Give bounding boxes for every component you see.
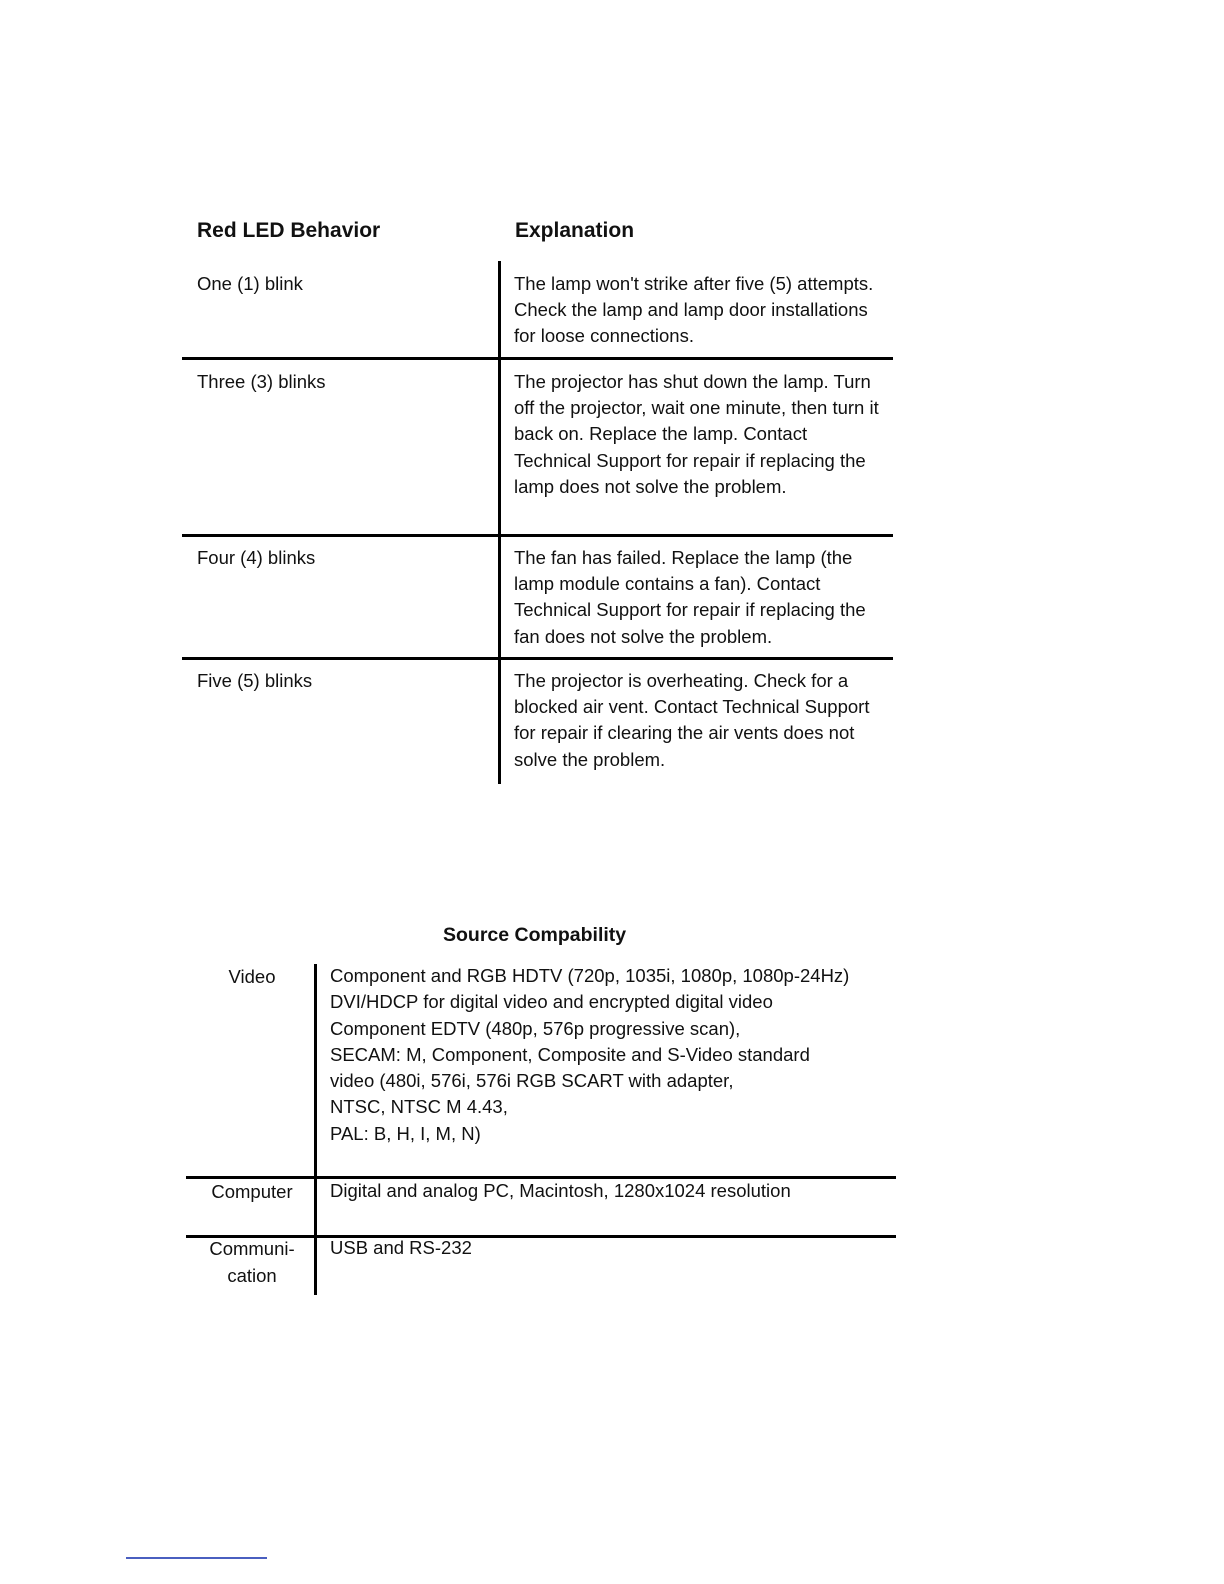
led-behavior-header: Red LED Behavior [197, 219, 381, 242]
led-row-1-behavior: One (1) blink [197, 273, 303, 294]
source-table-column-divider [314, 964, 317, 1295]
source-table-title: Source Compability [443, 924, 627, 946]
led-row-3-behavior: Four (4) blinks [197, 547, 316, 568]
source-row-video-label: Video [228, 966, 276, 987]
source-row-computer-label: Computer [211, 1181, 293, 1202]
source-row-video-values [330, 963, 900, 1147]
led-row-2-behavior: Three (3) blinks [197, 371, 326, 392]
led-row-divider [182, 534, 893, 537]
led-row-2-explanation: The projector has shut down the lamp. Turn off the projector, wait one minute, then turn it back on. Replace the lamp. Contact Technical Support for repair if replacing the lamp does not solve the problem. [514, 371, 879, 497]
source-row-computer-values [330, 1178, 900, 1204]
led-table-column-divider [498, 261, 501, 784]
source-video-line: Component EDTV (480p, 576p progressive scan), [330, 1017, 741, 1039]
source-video-line: SECAM: M, Component, Composite and S-Video standard [330, 1043, 810, 1065]
led-row-4-explanation: The projector is overheating. Check for a blocked air vent. Contact Technical Support for repair if clearing the air vents does not solve the problem. [514, 670, 870, 770]
source-video-line: DVI/HDCP for digital video and encrypted digital video [330, 991, 773, 1013]
led-row-3-explanation: The fan has failed. Replace the lamp (the lamp module contains a fan). Contact Technical Support for repair if replacing the fan does not solve the problem. [514, 547, 866, 647]
source-row-communication-values [330, 1235, 900, 1261]
footer-rule [126, 1557, 267, 1559]
led-row-divider [182, 357, 893, 360]
source-video-line: video (480i, 576i, 576i RGB SCART with adapter, [330, 1070, 734, 1092]
source-video-line: NTSC, NTSC M 4.43, [330, 1096, 508, 1118]
source-video-line: PAL: B, H, I, M, N) [330, 1122, 481, 1144]
led-row-divider [182, 657, 893, 660]
led-row-4-behavior: Five (5) blinks [197, 670, 313, 691]
led-row-1-explanation: The lamp won't strike after five (5) attempts. Check the lamp and lamp door installations for loose connections. [514, 273, 874, 347]
source-row-communication-label: Communi- cation [209, 1238, 295, 1286]
source-communication-line: USB and RS-232 [330, 1237, 472, 1258]
source-computer-line: Digital and analog PC, Macintosh, 1280x1024 resolution [330, 1180, 791, 1201]
source-video-line: Component and RGB HDTV (720p, 1035i, 1080p, 1080p-24Hz) [330, 965, 850, 986]
led-explanation-header: Explanation [515, 219, 635, 242]
